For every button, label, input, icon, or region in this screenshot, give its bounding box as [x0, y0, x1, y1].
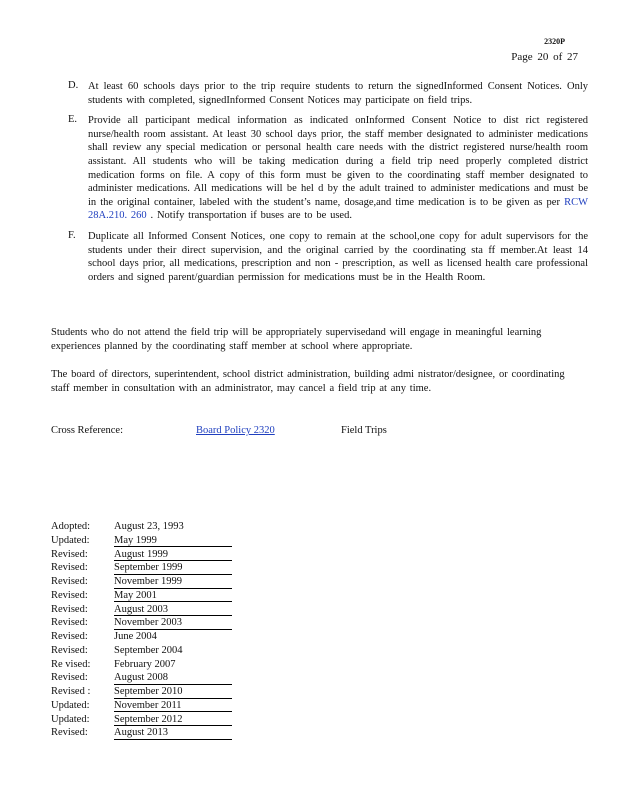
history-row [51, 671, 232, 685]
history-row [51, 644, 232, 658]
history-label: Revised: [51, 576, 88, 587]
history-date: September 2004 [114, 644, 183, 656]
history-date: August 23, 1993 [114, 521, 184, 532]
list-item-text [88, 80, 588, 107]
history-label: Revised : [51, 686, 91, 697]
history-row [51, 699, 232, 713]
cross-reference-label: Cross Reference: [51, 425, 124, 436]
history-row [51, 561, 232, 575]
paragraph-cancellation: The board of directors, superintendent, school district administration, building admi nistrator/designee, or coordinating staff member in consultation with an administrator, may cancel a field trip at any time. [51, 369, 565, 394]
paragraph-supervision: Students who do not attend the field trip will be appropriately supervisedand will engage in meaningful learning experiences planned by the coordinating staff member at school where appropriate. [51, 327, 542, 352]
list-item-text [88, 114, 588, 223]
history-date: August 2013 [114, 726, 232, 740]
history-row [51, 589, 232, 603]
history-label: Adopted: [51, 521, 91, 532]
history-date: August 1999 [114, 548, 232, 562]
history-label: Updated: [51, 699, 90, 711]
policy-code: 2320P [544, 37, 565, 46]
history-row [51, 603, 232, 617]
board-policy-link[interactable]: Board Policy 2320 [196, 425, 275, 436]
history-date: November 2011 [114, 699, 232, 713]
history-row [51, 726, 232, 740]
list-item-label: F. [68, 229, 76, 241]
text-segment: . Notify transportation if buses are to be used. [146, 210, 352, 222]
list-item-label: E. [68, 114, 78, 126]
history-date: September 2012 [114, 713, 232, 727]
history-label: Revised: [51, 617, 88, 629]
history-date: June 2004 [114, 631, 157, 642]
history-label: Revised: [51, 589, 88, 601]
revision-history [51, 520, 232, 740]
history-row [51, 658, 232, 672]
list-item [68, 114, 588, 223]
history-row [51, 534, 232, 548]
history-date: May 1999 [114, 534, 232, 548]
history-row [51, 520, 232, 534]
history-date: August 2003 [114, 603, 232, 617]
history-label: Revised: [51, 548, 88, 560]
history-row [51, 616, 232, 630]
list-item [68, 230, 588, 284]
history-date: May 2001 [114, 589, 232, 603]
history-label: Re vised: [51, 658, 91, 670]
rcw-link[interactable]: RCW 28A.210. 260 [88, 196, 588, 222]
history-label: Revised: [51, 631, 88, 642]
history-label: Updated: [51, 713, 90, 725]
list-item-label: D. [68, 80, 79, 91]
history-date: August 2008 [114, 671, 232, 685]
page-number: Page 20 of 27 [511, 51, 578, 63]
list-item-text [88, 230, 588, 284]
history-row [51, 685, 232, 699]
history-row [51, 548, 232, 562]
history-date: September 2010 [114, 685, 232, 699]
text-segment: At least 60 schools days prior to the trip require students to return the signedInformed Consent Notices. Only students with completed, signedInformed Consent Notices may participate on field trips. [88, 81, 588, 106]
history-date: February 2007 [114, 658, 176, 670]
history-label: Updated: [51, 534, 90, 546]
cross-reference-title: Field Trips [341, 425, 387, 436]
list-item [68, 80, 588, 107]
history-label: Revised: [51, 603, 88, 615]
procedure-list [68, 80, 588, 291]
text-segment: Duplicate all Informed Consent Notices, one copy to remain at the school,one copy for adult supervisors for the students under their direct supervision, and the original carried by the coordinating sta ff member.At least 14 school days prior, all medications, prescription and non - prescription, as well as licensed health care professional orders and signed parent/guardian permission for medications must be in the Health Room. [88, 230, 588, 283]
history-row [51, 713, 232, 727]
history-date: November 2003 [114, 616, 232, 630]
history-row [51, 630, 232, 644]
history-date: September 1999 [114, 561, 232, 575]
history-label: Revised: [51, 672, 88, 684]
history-label: Revised: [51, 562, 88, 574]
history-date: November 1999 [114, 575, 232, 589]
text-segment: Provide all participant medical information as indicated onInformed Consent Notice to dist rict registered nurse/health room assistant. At least 30 school days prior, the staff member designated to administer medications shall review any special medication or personal health care needs with the district registered nurse/health room assistant. All students who will be taking medication during a field trip need properly completed district medication forms on file. A copy of this form must be given to the coordinating staff member designated to administer medications. All medications will be hel d by the adult trained to administer medications and must be in the original container, labeled with the student’s name, dosage,and time medication is to be given as per [88, 115, 588, 208]
history-row [51, 575, 232, 589]
history-label: Revised: [51, 727, 88, 739]
history-label: Revised: [51, 644, 88, 656]
